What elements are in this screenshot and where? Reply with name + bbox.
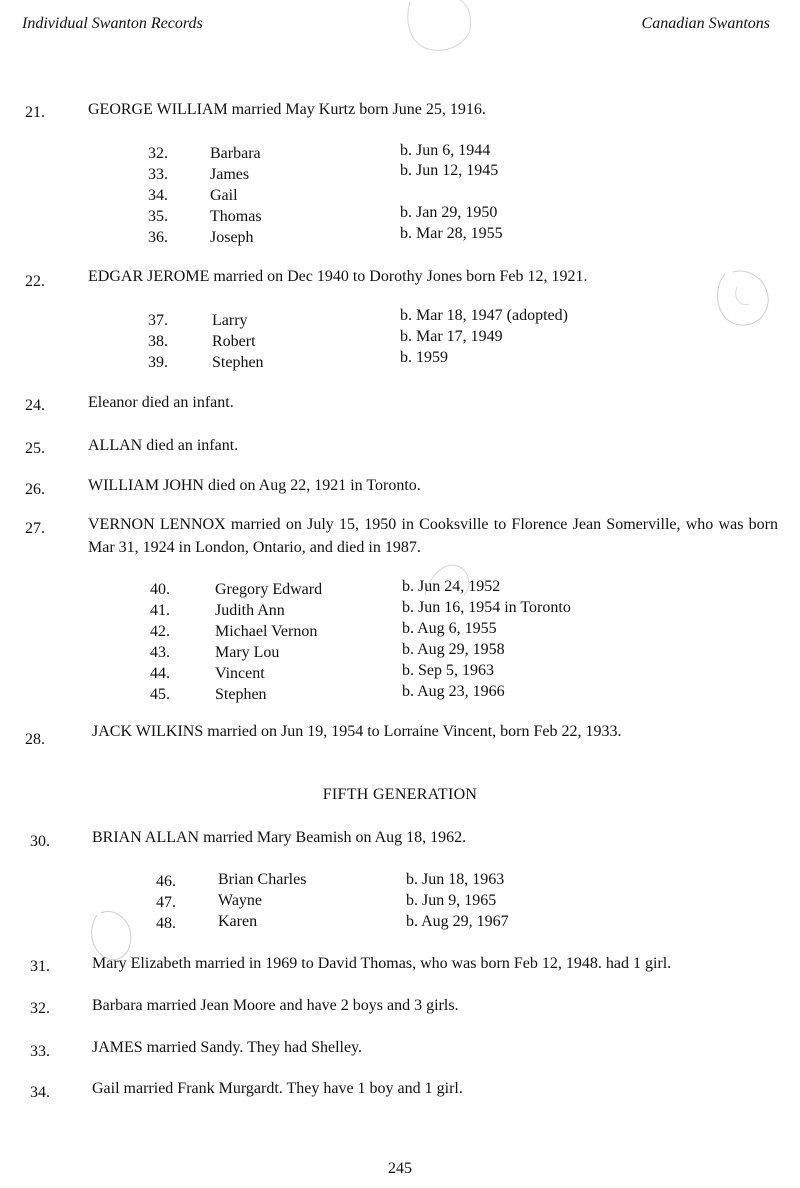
child-birth: b. 1959 — [400, 349, 448, 366]
child-number: 37. — [148, 312, 168, 329]
child-name: Vincent — [215, 665, 265, 682]
entry-text: JACK WILKINS married on Jun 19, 1954 to Lorraine Vincent, born Feb 22, 1933. — [92, 723, 622, 740]
child-name: Brian Charles — [218, 871, 307, 888]
running-header-right: Canadian Swantons — [641, 15, 770, 32]
entry-number: 22. — [25, 273, 45, 290]
child-number: 33. — [148, 166, 168, 183]
child-number: 34. — [148, 187, 168, 204]
child-birth: b. Aug 23, 1966 — [402, 683, 505, 700]
entry-number: 34. — [30, 1084, 50, 1101]
child-number: 42. — [150, 623, 170, 640]
child-name: Mary Lou — [215, 644, 280, 661]
smudge-mark-top — [400, 0, 480, 55]
entry-text: Eleanor died an infant. — [88, 394, 234, 411]
child-birth: b. Jan 29, 1950 — [400, 204, 498, 221]
child-name: Robert — [212, 333, 256, 350]
child-number: 45. — [150, 686, 170, 703]
child-name: Barbara — [210, 145, 261, 162]
child-number: 32. — [148, 145, 168, 162]
running-header-left: Individual Swanton Records — [22, 15, 203, 32]
child-name: Gail — [210, 187, 238, 204]
child-birth: b. Jun 18, 1963 — [406, 871, 505, 888]
entry-number: 31. — [30, 958, 50, 975]
entry-number: 21. — [25, 104, 45, 121]
child-number: 35. — [148, 208, 168, 225]
child-number: 43. — [150, 644, 170, 661]
child-birth: b. Mar 18, 1947 (adopted) — [400, 307, 568, 324]
child-birth: b. Jun 16, 1954 in Toronto — [402, 599, 571, 616]
child-name: Larry — [212, 312, 248, 329]
child-number: 48. — [156, 915, 176, 932]
child-birth: b. Aug 29, 1958 — [402, 641, 505, 658]
child-birth: b. Jun 6, 1944 — [400, 142, 491, 159]
entry-text: EDGAR JEROME married on Dec 1940 to Dorothy Jones born Feb 12, 1921. — [88, 268, 588, 285]
child-birth: b. Aug 6, 1955 — [402, 620, 497, 637]
smudge-mark-right — [705, 262, 785, 332]
section-title: FIFTH GENERATION — [322, 786, 478, 803]
child-name: James — [210, 166, 250, 183]
entry-number: 32. — [30, 1000, 50, 1017]
child-name: Stephen — [215, 686, 267, 703]
child-birth: b. Jun 9, 1965 — [406, 892, 497, 909]
page-number: 245 — [388, 1160, 412, 1177]
child-name: Karen — [218, 913, 258, 930]
entry-text: ALLAN died an infant. — [88, 437, 239, 454]
child-birth: b. Mar 28, 1955 — [400, 225, 503, 242]
entry-number: 26. — [25, 481, 45, 498]
entry-number: 30. — [30, 833, 50, 850]
child-birth: b. Mar 17, 1949 — [400, 328, 503, 345]
child-name: Gregory Edward — [215, 581, 323, 598]
entry-number: 24. — [25, 397, 45, 414]
child-birth: b. Aug 29, 1967 — [406, 913, 509, 930]
entry-text: WILLIAM JOHN died on Aug 22, 1921 in Toronto. — [88, 477, 421, 494]
child-name: Joseph — [210, 229, 254, 246]
child-name: Michael Vernon — [215, 623, 318, 640]
child-birth: b. Sep 5, 1963 — [402, 662, 494, 679]
child-number: 44. — [150, 665, 170, 682]
entry-text: Gail married Frank Murgardt. They have 1 boy and 1 girl. — [92, 1080, 463, 1097]
child-number: 36. — [148, 229, 168, 246]
child-name: Wayne — [218, 892, 263, 909]
child-number: 46. — [156, 873, 176, 890]
child-number: 41. — [150, 602, 170, 619]
entry-text: BRIAN ALLAN married Mary Beamish on Aug 18, 1962. — [92, 829, 467, 846]
child-number: 40. — [150, 581, 170, 598]
entry-number: 28. — [25, 731, 45, 748]
entry-text: GEORGE WILLIAM married May Kurtz born June 25, 1916. — [88, 101, 486, 118]
entry-number: 33. — [30, 1043, 50, 1060]
entry-text: VERNON LENNOX married on July 15, 1950 in Cooksville to Florence Jean Somerville, who was born Mar 31, 1924 in London, Ontario, and died in 1987. — [88, 516, 778, 556]
entry-text: JAMES married Sandy. They had Shelley. — [92, 1039, 363, 1056]
entry-text: Barbara married Jean Moore and have 2 boys and 3 girls. — [92, 997, 459, 1014]
child-number: 38. — [148, 333, 168, 350]
child-birth: b. Jun 24, 1952 — [402, 578, 501, 595]
entry-number: 25. — [25, 440, 45, 457]
child-number: 47. — [156, 894, 176, 911]
child-name: Judith Ann — [215, 602, 285, 619]
child-birth: b. Jun 12, 1945 — [400, 162, 499, 179]
child-number: 39. — [148, 354, 168, 371]
child-name: Thomas — [210, 208, 262, 225]
child-name: Stephen — [212, 354, 264, 371]
entry-number: 27. — [25, 520, 45, 537]
entry-text: Mary Elizabeth married in 1969 to David Thomas, who was born Feb 12, 1948. had 1 girl. — [92, 955, 672, 972]
